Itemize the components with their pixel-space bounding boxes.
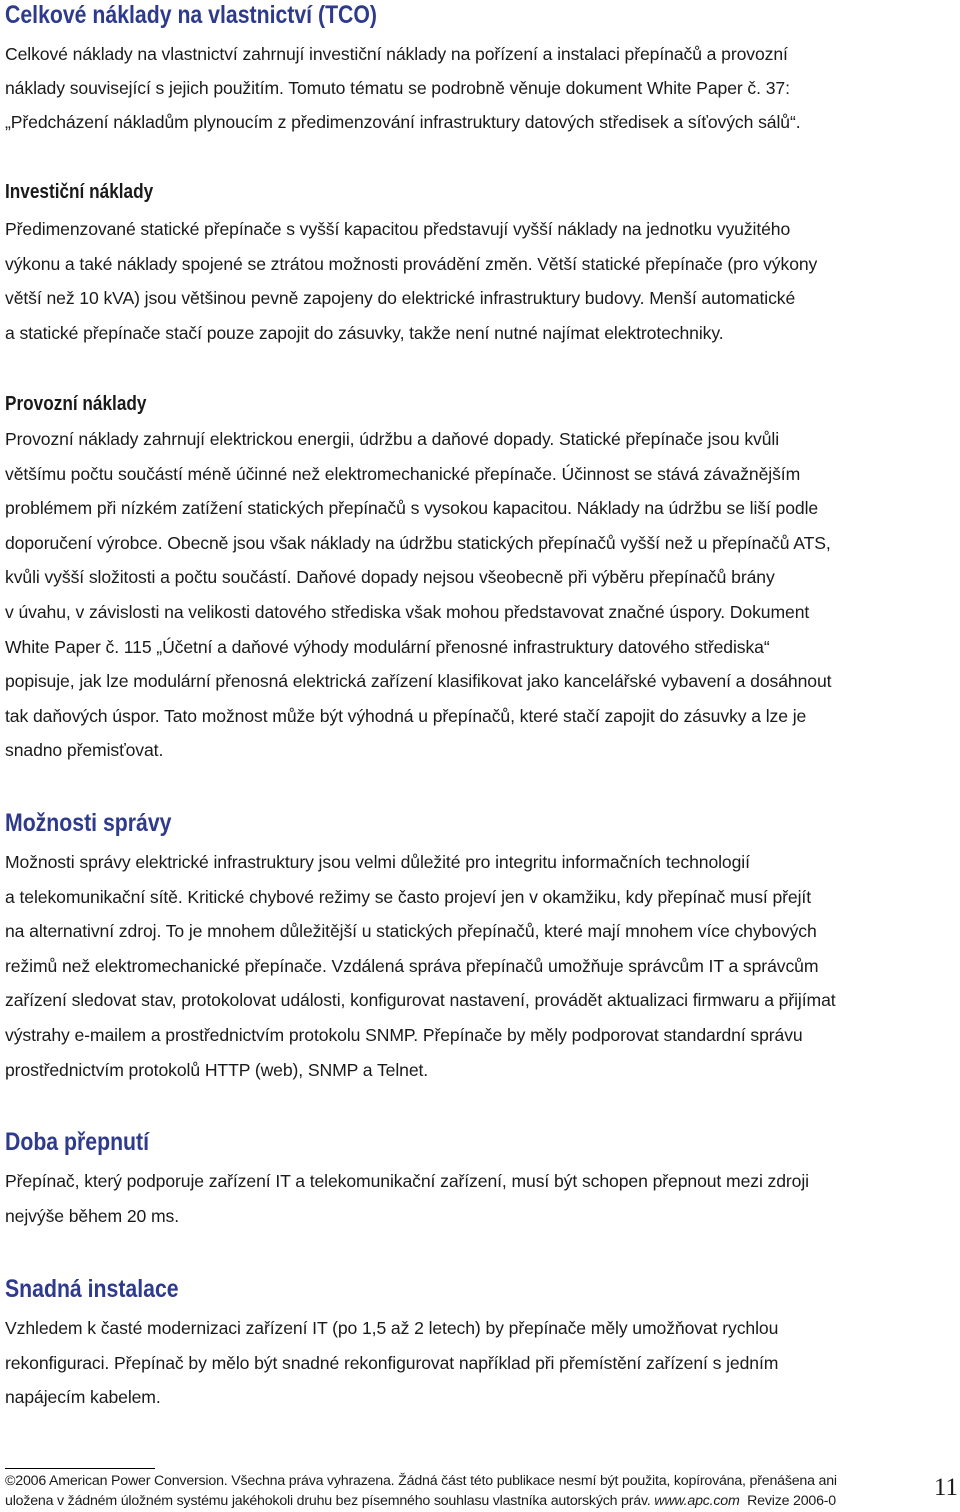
text-line: většímu počtu součástí méně účinné než elektromechanické přepínače. Účinnost se stává závažnějším [5,463,801,484]
text-line: výstrahy e-mailem a prostřednictvím protokolu SNMP. Přepínače by měly podporovat standardní správu [5,1024,803,1045]
text-line: problémem při nízkém zatížení statických přepínačů s vysokou kapacitou. Náklady na údržbu se liší podle [5,498,819,519]
text-line: Předimenzované statické přepínače s vyšší kapacitou představují vyšší náklady na jednotku využitého [5,219,791,239]
text-line: na alternativní zdroj. To je mnohem důležitější u statických přepínačů, které mají mnohem více chybových [5,921,817,942]
text-line: Vzhledem k časté modernizaci zařízení IT (po 1,5 až 2 letech) by přepínače měly umožňovat rychlou [5,1318,779,1338]
paragraph-management [5,845,957,1087]
footer-line-text: uložena v žádném úložném systému jakéhokoli druhu bez písemného souhlasu vlastníka autorských práv. [5,1493,651,1509]
footer-divider [5,1468,155,1469]
paragraph-transfer-time [5,1164,957,1233]
website-link[interactable]: www.apc.com [654,1493,740,1509]
text-line: Přepínač, který podporuje zařízení IT a telekomunikační zařízení, musí být schopen přepnout mezi zdroji [5,1171,809,1191]
text-line: „Předcházení nákladům plynoucím z předimenzování infrastruktury datových středisek a síťových sálů“. [5,112,801,132]
section-heading-investment: Investiční náklady [5,181,154,203]
text-line: rekonfiguraci. Přepínač by mělo být snadné rekonfigurovat například při přemístění zařízení s jedním [5,1352,779,1373]
text-line: výkonu a také náklady spojené se ztrátou možnosti provádění změn. Větší statické přepínače (pro výkony [5,253,818,274]
text-line: náklady související s jejich použitím. Tomuto tématu se podrobně věnuje dokument White Paper č. 37: [5,78,790,98]
footer-line: ©2006 American Power Conversion. Všechna práva vyhrazena. Žádná část této publikace nesmí být použita, kopírována, přenášena ani [5,1473,837,1489]
text-line: větší než 10 kVA) jsou většinou pevně zapojeny do elektrické infrastruktury budovy. Menší automatické [5,288,796,309]
section-heading-transfer-time: Doba přepnutí [5,1128,150,1156]
text-line: Možnosti správy elektrické infrastruktury jsou velmi důležité pro integritu informačních technologií [5,852,750,872]
text-line: v úvahu, v závislosti na velikosti datového střediska však mohou představovat značné úspory. Dokument [5,601,810,622]
text-line: popisuje, jak lze modulární přenosná elektrická zařízení klasifikovat jako kancelářské vybavení a dosáhnout [5,671,832,692]
text-line: Provozní náklady zahrnují elektrickou energii, údržbu a daňové dopady. Statické přepínače jsou kvůli [5,429,780,449]
text-line: tak daňových úspor. Tato možnost může být výhodná u přepínačů, které stačí zapojit do zásuvky a lze je [5,705,807,726]
page-footer [5,1468,960,1512]
section-heading-easy-install: Snadná instalace [5,1275,179,1303]
text-line: White Paper č. 115 „Účetní a daňové výhody modulární přenosné infrastruktury datového střediska“ [5,636,770,657]
revision-label: Revize 2006-0 [747,1493,836,1509]
copyright-notice [5,1471,910,1511]
text-line: nejvýše během 20 ms. [5,1205,180,1226]
paragraph-tco [5,37,957,139]
section-heading-management: Možnosti správy [5,809,172,837]
text-line: kvůli vyšší složitosti a počtu součástí. Daňové dopady nejsou všeobecně při výběru přepínačů brány [5,567,775,588]
section-heading-tco: Celkové náklady na vlastnictví (TCO) [5,1,378,29]
text-line: doporučení výrobce. Obecně jsou však náklady na údržbu statických přepínačů vyšší než u přepínačů ATS, [5,532,831,553]
text-line: zařízení sledovat stav, protokolovat události, konfigurovat nastavení, provádět aktualizaci firmwaru a přijímat [5,990,836,1011]
text-line: a statické přepínače stačí pouze zapojit do zásuvky, takže není nutné najímat elektrotechniky. [5,322,724,343]
text-line: režimů než elektromechanické přepínače. Vzdálená správa přepínačů umožňuje správcům IT a správcům [5,955,819,976]
text-line: snadno přemisťovat. [5,740,164,761]
text-line: napájecím kabelem. [5,1387,161,1408]
footer-line [5,1491,910,1511]
text-line: Celkové náklady na vlastnictví zahrnují investiční náklady na pořízení a instalaci přepínačů a provozní [5,44,788,64]
text-line: a telekomunikační sítě. Kritické chybové režimy se často projeví jen v okamžiku, kdy přepínač musí přejít [5,886,811,907]
section-heading-operating: Provozní náklady [5,393,147,415]
page-number: 11 [933,1474,958,1501]
paragraph-easy-install [5,1311,957,1415]
text-line: prostřednictvím protokolů HTTP (web), SNMP a Telnet. [5,1059,429,1080]
paragraph-operating [5,422,957,768]
paragraph-investment [5,212,957,350]
